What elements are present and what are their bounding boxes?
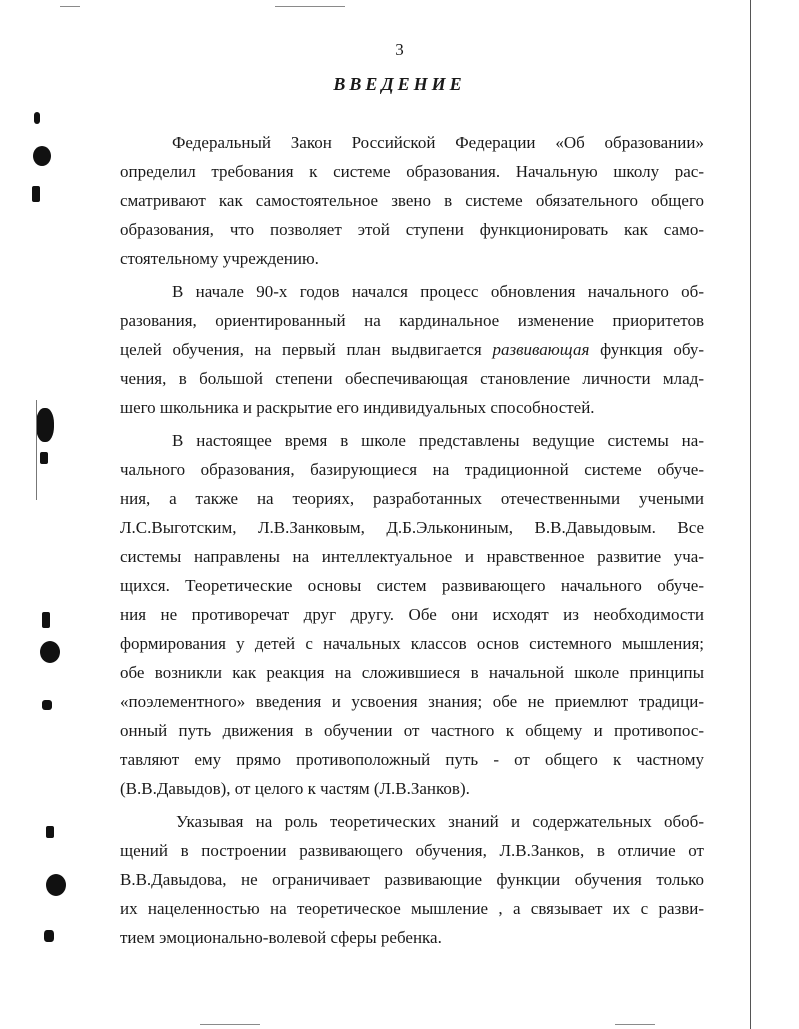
- page-edge-top: [60, 6, 80, 7]
- text-line: Указывая на роль теоретических знаний и содержательных обоб-: [176, 812, 704, 831]
- text-line: В начале 90-х годов начался процесс обновления начального об-: [172, 282, 704, 301]
- punch-hole-mark: [40, 641, 60, 663]
- text-line: ния не противоречат друг другу. Обе они исходят из необходимости: [120, 605, 704, 624]
- scan-mark: [32, 186, 40, 202]
- text-line: шего школьника и раскрытие его индивидуальных способностей.: [120, 398, 595, 417]
- text-segment-italic: развивающая: [492, 340, 590, 359]
- paragraph: [120, 128, 704, 273]
- text-line: формирования у детей с начальных классов основ системного мышления;: [120, 634, 704, 653]
- text-line: обе возникли как реакция на сложившиеся в начальной школе принципы: [120, 663, 704, 682]
- text-line: системы направлены на интеллектуальное и нравственное развитие уча-: [120, 547, 704, 566]
- scan-mark: [40, 452, 48, 464]
- paragraph: [120, 807, 704, 952]
- punch-hole-mark: [36, 408, 54, 442]
- text-line: В.В.Давыдова, не ограничивает развивающие функции обучения только: [120, 870, 704, 889]
- scan-mark: [44, 930, 54, 942]
- scan-mark: [42, 612, 50, 628]
- text-line: В настоящее время в школе представлены ведущие системы на-: [172, 431, 704, 450]
- page-edge-bottom: [615, 1024, 655, 1025]
- text-line: тием эмоционально-волевой сферы ребенка.: [120, 928, 442, 947]
- text-line: Л.С.Выготским, Л.В.Занковым, Д.Б.Элькониным, В.В.Давыдовым. Все: [120, 518, 704, 537]
- punch-hole-mark: [46, 874, 66, 896]
- text-line: ния, а также на теориях, разработанных отечественными учеными: [120, 489, 704, 508]
- scan-mark: [42, 700, 52, 710]
- text-line: тавляют ему прямо противоположный путь - от общего к частному: [120, 750, 704, 769]
- page-edge-top: [275, 6, 345, 7]
- text-segment: функция обу-: [600, 340, 704, 359]
- scan-mark: [46, 826, 54, 838]
- text-line: определил требования к системе образования. Начальную школу рас-: [120, 162, 704, 181]
- page-edge-right: [750, 0, 751, 1029]
- body-text: [120, 128, 704, 952]
- text-line: чального образования, базирующиеся на традиционной системе обуче-: [120, 460, 704, 479]
- text-line: образования, что позволяет этой ступени функционировать как само-: [120, 220, 704, 239]
- text-line: их нацеленностью на теоретическое мышление , а связывает их с разви-: [120, 899, 704, 918]
- page-number: 3: [395, 40, 404, 59]
- text-line: чения, в большой степени обеспечивающая становление личности млад-: [120, 369, 704, 388]
- text-segment: целей обучения, на первый план выдвигается: [120, 340, 482, 359]
- text-line-mixed: [120, 335, 704, 364]
- page-edge-bottom: [200, 1024, 260, 1025]
- punch-hole-mark: [33, 146, 51, 166]
- text-line: стоятельному учреждению.: [120, 249, 319, 268]
- scan-mark: [34, 112, 40, 124]
- text-line: онный путь движения в обучении от частного к общему и противопос-: [120, 721, 704, 740]
- text-line: щений в построении развивающего обучения, Л.В.Занков, в отличие от: [120, 841, 704, 860]
- text-line: сматривают как самостоятельное звено в системе обязательного общего: [120, 191, 704, 210]
- text-line: (В.В.Давыдов), от целого к частям (Л.В.Занков).: [120, 779, 470, 798]
- text-line: «поэлементного» введения и усвоения знания; обе не приемлют традици-: [120, 692, 704, 711]
- paragraph: [120, 426, 704, 803]
- section-heading: ВВЕДЕНИЕ: [333, 74, 466, 94]
- paragraph: [120, 277, 704, 422]
- text-line: щихся. Теоретические основы систем развивающего начального обуче-: [120, 576, 704, 595]
- page-edge-left: [36, 400, 37, 500]
- text-line: Федеральный Закон Российской Федерации «Об образовании»: [172, 133, 704, 152]
- text-line: разования, ориентированный на кардинальное изменение приоритетов: [120, 311, 704, 330]
